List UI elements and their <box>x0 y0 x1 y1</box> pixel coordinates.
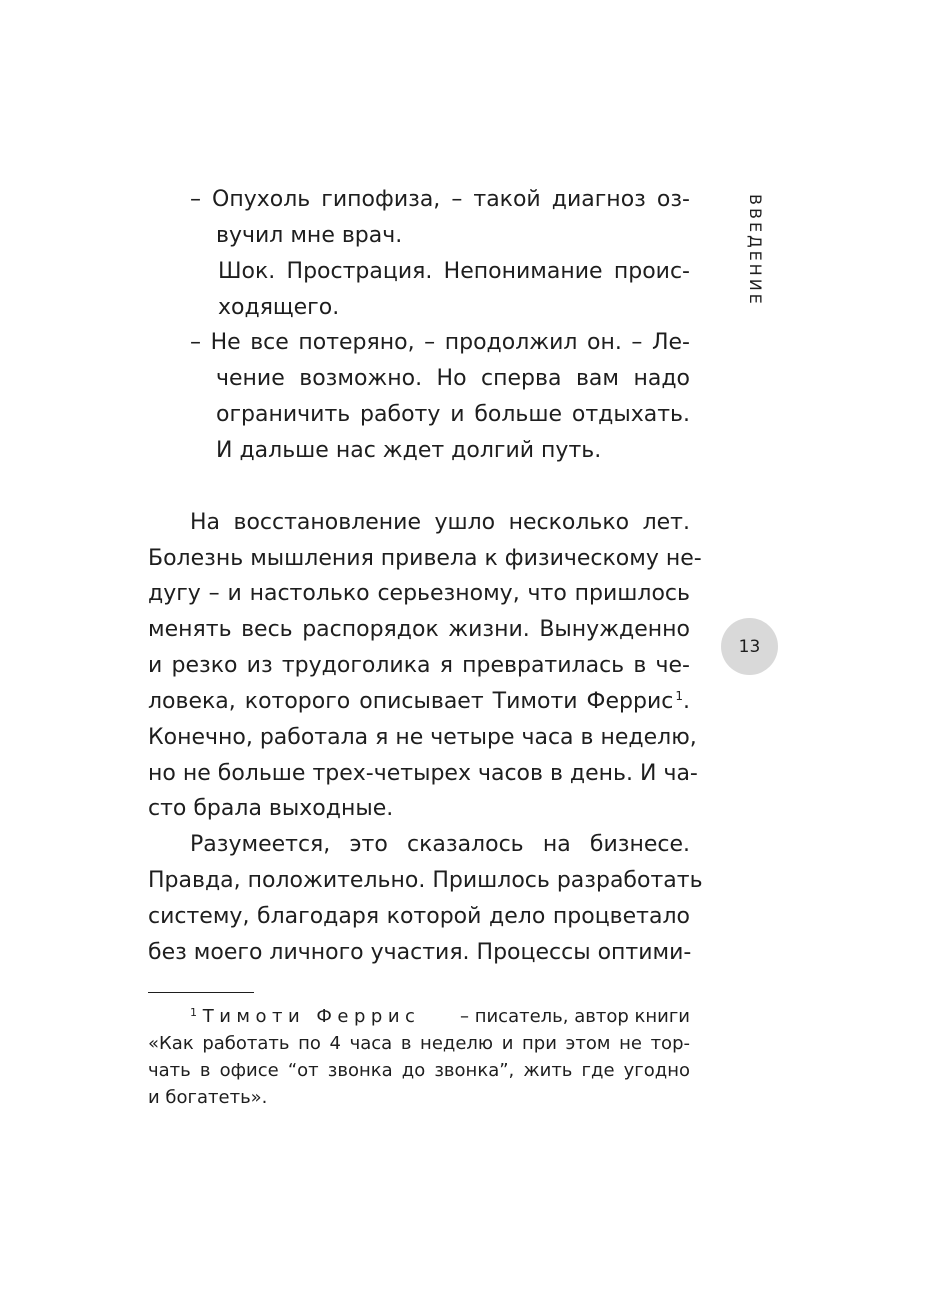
footnote-marker: 1 <box>190 1006 197 1019</box>
footnote-line: и богатеть». <box>148 1087 268 1108</box>
dialogue-line: И дальше нас ждет долгий путь. <box>216 438 602 463</box>
paragraph-line <box>148 684 690 720</box>
paragraph-line: менять весь распорядок жизни. Вынужденно <box>148 617 690 642</box>
paragraph-line: но не больше трех-четырех часов в день. И ча- <box>148 761 698 786</box>
paragraph-line: Конечно, работала я не четыре часа в неделю, <box>148 725 697 750</box>
dialogue-line: чение возможно. Но сперва вам надо <box>216 366 690 391</box>
dialogue-line: Шок. Прострация. Непонимание проис- <box>218 259 690 284</box>
footnote-line: «Как работать по 4 часа в неделю и при этом не тор- <box>148 1033 690 1054</box>
footnote-ref-group <box>675 684 690 720</box>
dialogue-line: вучил мне врач. <box>216 223 403 248</box>
footnote-line-text: – писатель, автор книги <box>454 1006 690 1027</box>
footnote-line: чать в офисе “от звонка до звонка”, жить где угодно <box>148 1060 690 1081</box>
sentence-end: . <box>683 689 690 714</box>
paragraph-line: сто брала выходные. <box>148 796 394 821</box>
paragraph-line: дугу – и настолько серьезному, что пришлось <box>148 581 690 606</box>
paragraph-line: и резко из трудоголика я превратилась в че- <box>148 653 690 678</box>
paragraph-line: На восстановление ушло несколько лет. <box>190 510 690 535</box>
footnote-reference: 1 <box>675 689 683 703</box>
dialogue-line: ходящего. <box>218 295 340 320</box>
paragraph-line: Болезнь мышления привела к физическому не- <box>148 546 702 571</box>
paragraph-line: систему, благодаря которой дело процветало <box>148 904 690 929</box>
dialogue-line: – Не все потеряно, – продолжил он. – Ле- <box>190 330 690 355</box>
footnote-line <box>190 1003 690 1030</box>
paragraph-line: Разумеется, это сказалось на бизнесе. <box>190 832 690 857</box>
page-number: 13 <box>738 636 761 657</box>
footnote-separator <box>148 992 254 993</box>
paragraph-line-text: ловека, которого описывает Тимоти Феррис <box>148 689 674 714</box>
page-number-badge <box>721 618 778 675</box>
paragraph-line: без моего личного участия. Процессы оптими- <box>148 940 692 965</box>
dialogue-line: – Опухоль гипофиза, – такой диагноз оз- <box>190 187 690 212</box>
paragraph-line: Правда, положительно. Пришлось разработать <box>148 868 703 893</box>
footnote-name: Тимоти Феррис <box>202 1006 421 1027</box>
section-label: ВВЕДЕНИЕ <box>746 194 765 307</box>
footnote-lead <box>190 1003 420 1030</box>
dialogue-line: ограничить работу и больше отдыхать. <box>216 402 690 427</box>
